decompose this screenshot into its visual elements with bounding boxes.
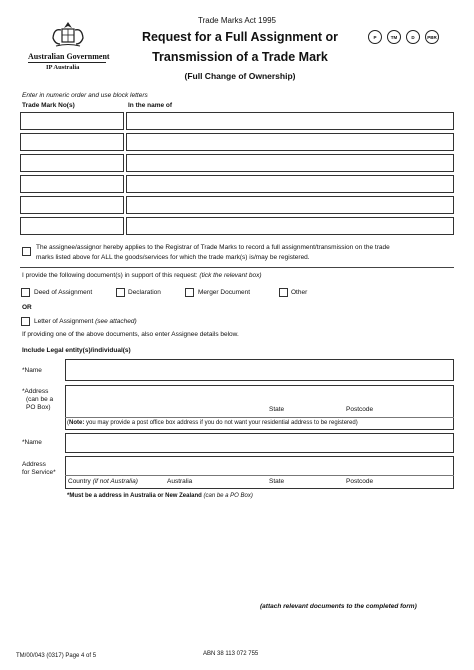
deed-checkbox[interactable]	[21, 288, 30, 297]
other-label: Other	[291, 289, 308, 296]
address-note: (Note: you may provide a post office box address if you do not want your residential address to be registered)	[67, 420, 358, 426]
attach-note: (attach relevant documents to the completed form)	[260, 603, 417, 610]
service-label-1: Address	[22, 461, 46, 468]
or-label: OR	[22, 304, 32, 311]
assignee-name-field[interactable]	[65, 359, 454, 381]
letter-label: Letter of Assignment (see attached)	[34, 318, 137, 325]
merger-label: Merger Document	[198, 289, 251, 296]
tm-number-field-5[interactable]	[20, 196, 124, 214]
form-id: TM/00/043 (0317) Page 4 of 5	[16, 653, 97, 659]
service-label-2: for Service*	[22, 469, 56, 476]
abn: ABN 38 113 072 755	[203, 651, 259, 657]
tm-number-field-6[interactable]	[20, 217, 124, 235]
merger-checkbox[interactable]	[185, 288, 194, 297]
assignee-heading: Include Legal entity(s)/individual(s)	[22, 347, 131, 354]
tm-number-field-2[interactable]	[20, 133, 124, 151]
service-name-field[interactable]	[65, 433, 454, 453]
address-note-divider	[65, 417, 454, 418]
owner-name-field-2[interactable]	[126, 133, 454, 151]
name-label: *Name	[22, 367, 42, 374]
trademark-symbol: TM	[387, 30, 401, 44]
address-label-3: PO Box)	[26, 404, 51, 411]
state-label: State	[269, 406, 285, 413]
address-label-1: *Address	[22, 388, 49, 395]
other-checkbox[interactable]	[279, 288, 288, 297]
country-value: Australia	[167, 478, 193, 485]
logo-divider	[28, 62, 106, 63]
col-header-name: In the name of	[128, 102, 173, 109]
country-label: Country (if not Australia)	[68, 478, 138, 485]
declaration-doc-label: Declaration	[128, 289, 161, 296]
postcode-label: Postcode	[346, 406, 374, 413]
owner-name-field-5[interactable]	[126, 196, 454, 214]
tm-number-field-3[interactable]	[20, 154, 124, 172]
documents-intro: I provide the following document(s) in support of this request: (tick the relevant box)	[22, 272, 262, 279]
declaration-line1: The assignee/assignor hereby applies to the Registrar of Trade Marks to record a full assignment/transmission on the trade	[36, 244, 390, 251]
tm-number-field-1[interactable]	[20, 112, 124, 130]
state2-label: State	[269, 478, 285, 485]
owner-name-field-4[interactable]	[126, 175, 454, 193]
documents-note: If providing one of the above documents, also enter Assignee details below.	[22, 331, 239, 338]
tm-number-field-4[interactable]	[20, 175, 124, 193]
design-symbol: D	[406, 30, 420, 44]
owner-name-field-3[interactable]	[126, 154, 454, 172]
govt-line: Australian Government	[28, 52, 110, 61]
agency-name: IP Australia	[46, 64, 80, 71]
form-title-line1: Request for a Full Assignment or	[141, 30, 339, 44]
deed-label: Deed of Assignment	[34, 289, 93, 296]
declaration-doc-checkbox[interactable]	[116, 288, 125, 297]
section-divider	[20, 267, 454, 268]
service-note: *Must be a address in Australia or New Zealand (can be a PO Box)	[67, 493, 253, 499]
govt-crest	[48, 20, 88, 50]
declaration-checkbox[interactable]	[22, 247, 31, 256]
address-label-2: (can be a	[26, 396, 54, 403]
form-title-line2: Transmission of a Trade Mark	[152, 50, 328, 64]
service-country-divider	[65, 475, 454, 476]
patent-symbol: P	[368, 30, 382, 44]
owner-name-field-1[interactable]	[126, 112, 454, 130]
letter-checkbox[interactable]	[21, 317, 30, 326]
act-name: Trade Marks Act 1995	[198, 16, 276, 25]
postcode2-label: Postcode	[346, 478, 374, 485]
owner-name-field-6[interactable]	[126, 217, 454, 235]
declaration-line2: marks listed above for ALL the goods/services for which the trade mark(s) is/may be registered.	[36, 254, 310, 261]
col-header-tm-no: Trade Mark No(s)	[22, 102, 75, 109]
instruction-text: Enter in numeric order and use block letters	[22, 92, 148, 99]
form-subtitle: (Full Change of Ownership)	[184, 71, 296, 81]
name2-label: *Name	[22, 439, 42, 446]
pbr-symbol: PBR	[425, 30, 439, 44]
